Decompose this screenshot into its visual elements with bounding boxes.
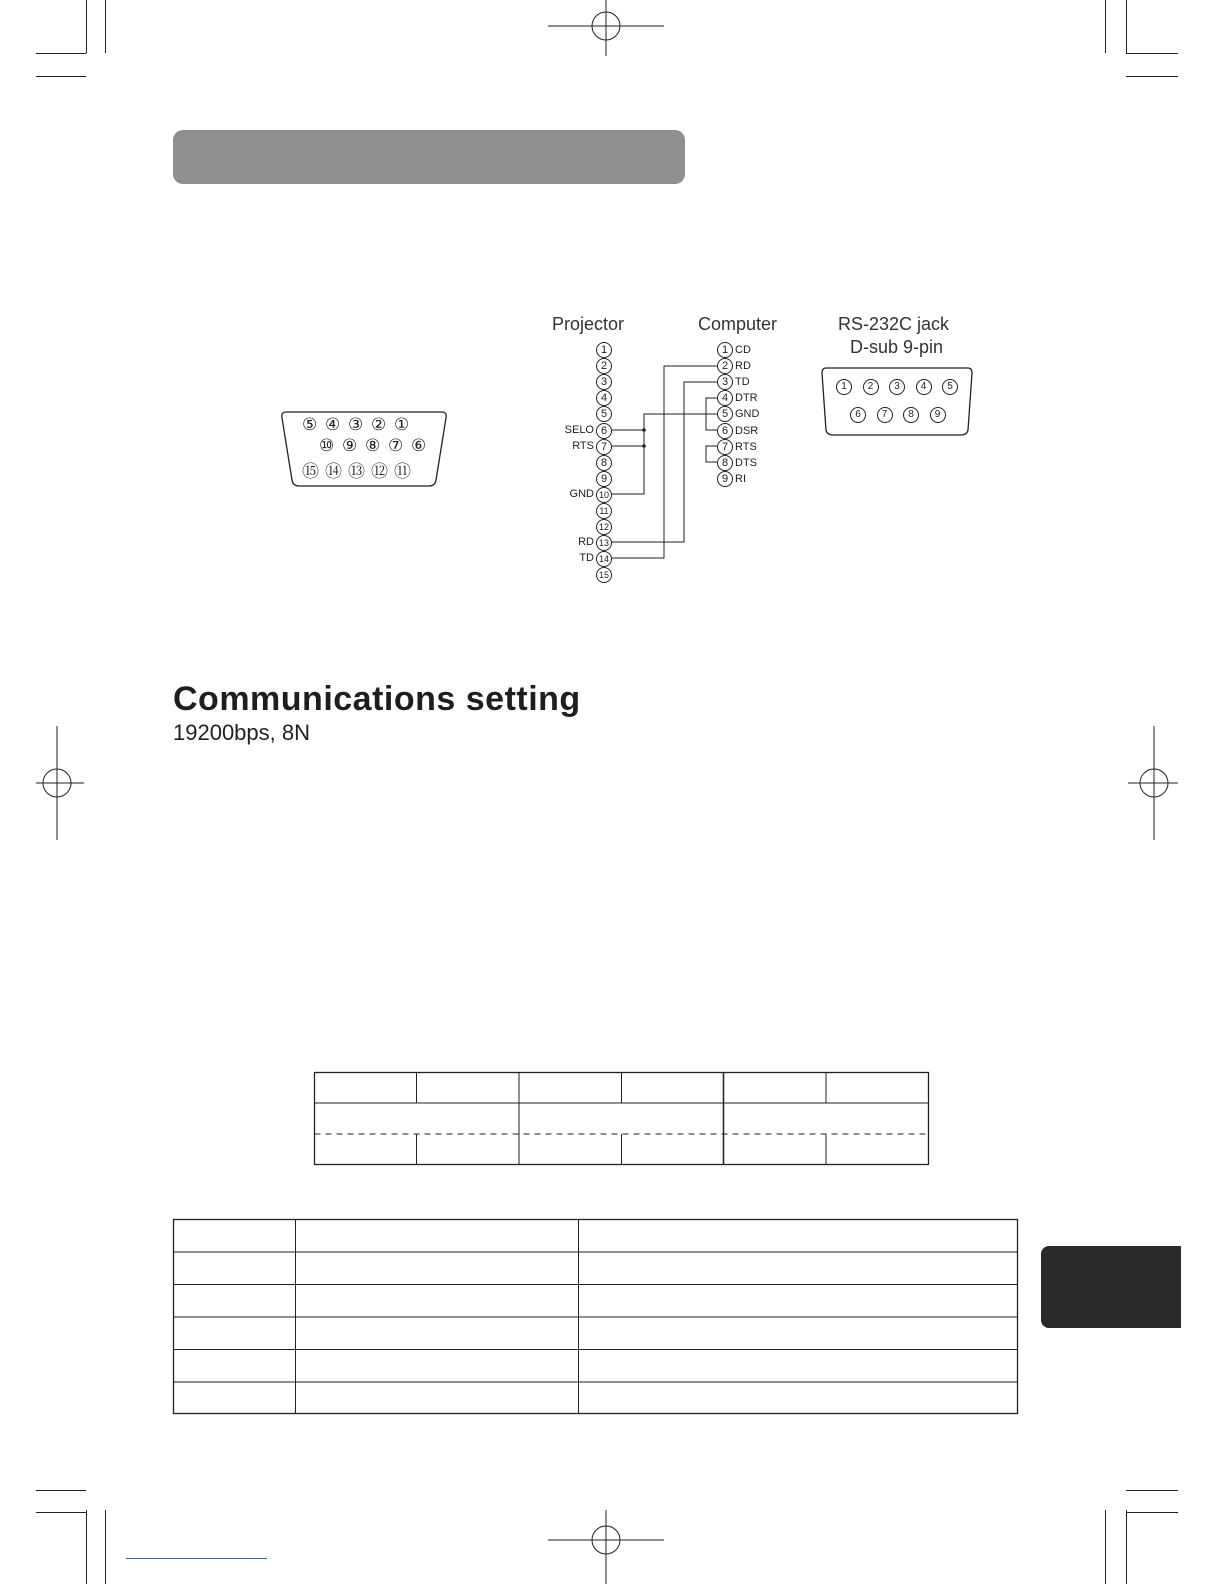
projector-pin-13: 13	[596, 535, 612, 551]
projector-pin-label: RD	[578, 536, 594, 549]
footer-rule	[126, 1558, 267, 1559]
computer-pin-label: CD	[735, 344, 751, 356]
dsub9-pin-3: 3	[889, 379, 905, 395]
wiring-lines	[600, 340, 730, 590]
dsub9-pin-1: 1	[836, 379, 852, 395]
projector-pin-15: 15	[596, 567, 612, 583]
computer-pin-label: TD	[735, 376, 750, 389]
registration-mark-left	[36, 726, 84, 840]
vga-pin: ①	[394, 415, 410, 434]
projector-pin-2: 2	[596, 358, 612, 374]
projector-pin-10: 10	[596, 487, 612, 503]
section-header-bar	[173, 130, 685, 184]
computer-pin-5: 5	[717, 406, 733, 422]
vga-pin: ⑮	[302, 462, 319, 481]
projector-pin-label: RTS	[572, 439, 594, 452]
projector-pin-12: 12	[596, 519, 612, 535]
dsub9-pin-4: 4	[916, 379, 932, 395]
dsub9-pin-2: 2	[863, 379, 879, 395]
computer-pin-label: RD	[735, 360, 751, 373]
vga-pin: ⑦	[388, 436, 404, 455]
computer-pin-label: RTS	[735, 440, 757, 453]
computer-pin-label: DTR	[735, 392, 758, 405]
section-title: Communications setting	[173, 680, 581, 718]
dsub9-pin-6: 6	[850, 407, 866, 423]
frame-format-table	[313, 1071, 931, 1167]
dsub9-pin-8: 8	[903, 407, 919, 423]
dsub9-connector-outline	[820, 366, 974, 438]
registration-mark-top	[548, 0, 664, 56]
computer-pin-label: DSR	[735, 424, 759, 437]
dsub9-pin-9: 9	[930, 407, 946, 423]
computer-pin-label: GND	[735, 408, 760, 421]
computer-pin-label: DTS	[735, 456, 757, 469]
projector-pin-11: 11	[596, 503, 612, 519]
projector-pin-label: SELO	[564, 423, 594, 436]
vga-pin: ⑨	[342, 436, 358, 455]
computer-label: Computer	[698, 314, 778, 334]
vga-pin: ②	[371, 415, 387, 434]
computer-pin-6: 6	[717, 423, 733, 439]
projector-pin-9: 9	[596, 471, 612, 487]
projector-pin-14: 14	[596, 551, 612, 567]
projector-pin-5: 5	[596, 406, 612, 422]
vga-pin: ⑬	[348, 462, 365, 481]
computer-pin-3: 3	[717, 374, 733, 390]
computer-pin-label: RI	[735, 472, 746, 485]
vga-pin: ③	[348, 415, 364, 434]
vga-pin: ⑫	[371, 462, 388, 481]
vga-pin: ⑧	[365, 436, 381, 455]
vga-pin: ⑭	[325, 462, 342, 481]
vga-pin: ⑥	[411, 436, 427, 455]
dsub9-pin-7: 7	[877, 407, 893, 423]
section-subtitle: 19200bps, 8N	[173, 720, 310, 745]
rs232-label: RS-232C jack	[838, 314, 950, 334]
chapter-tab-marker	[1041, 1246, 1181, 1328]
projector-label: Projector	[552, 314, 625, 334]
projector-pin-8: 8	[596, 455, 612, 471]
registration-mark-right	[1128, 726, 1178, 840]
computer-pin-4: 4	[717, 390, 733, 406]
computer-pin-2: 2	[717, 358, 733, 374]
projector-pin-label: TD	[579, 552, 594, 565]
command-table	[172, 1218, 1020, 1416]
vga-pin: ④	[325, 415, 341, 434]
projector-pin-4: 4	[596, 390, 612, 406]
projector-pin-label: GND	[569, 487, 594, 500]
projector-pin-1: 1	[596, 342, 612, 358]
vga-pin: ⑤	[302, 415, 318, 434]
computer-pin-1: 1	[717, 342, 733, 358]
computer-pin-7: 7	[717, 439, 733, 455]
projector-pin-6: 6	[596, 423, 612, 439]
vga-pin: ⑩	[319, 436, 335, 455]
projector-pin-7: 7	[596, 439, 612, 455]
dsub9-pin-5: 5	[942, 379, 958, 395]
dsub9-label: D-sub 9-pin	[850, 337, 944, 357]
computer-pin-8: 8	[717, 455, 733, 471]
registration-mark-bottom	[548, 1510, 664, 1584]
projector-pin-3: 3	[596, 374, 612, 390]
computer-pin-9: 9	[717, 471, 733, 487]
vga-pin: ⑪	[394, 462, 411, 481]
